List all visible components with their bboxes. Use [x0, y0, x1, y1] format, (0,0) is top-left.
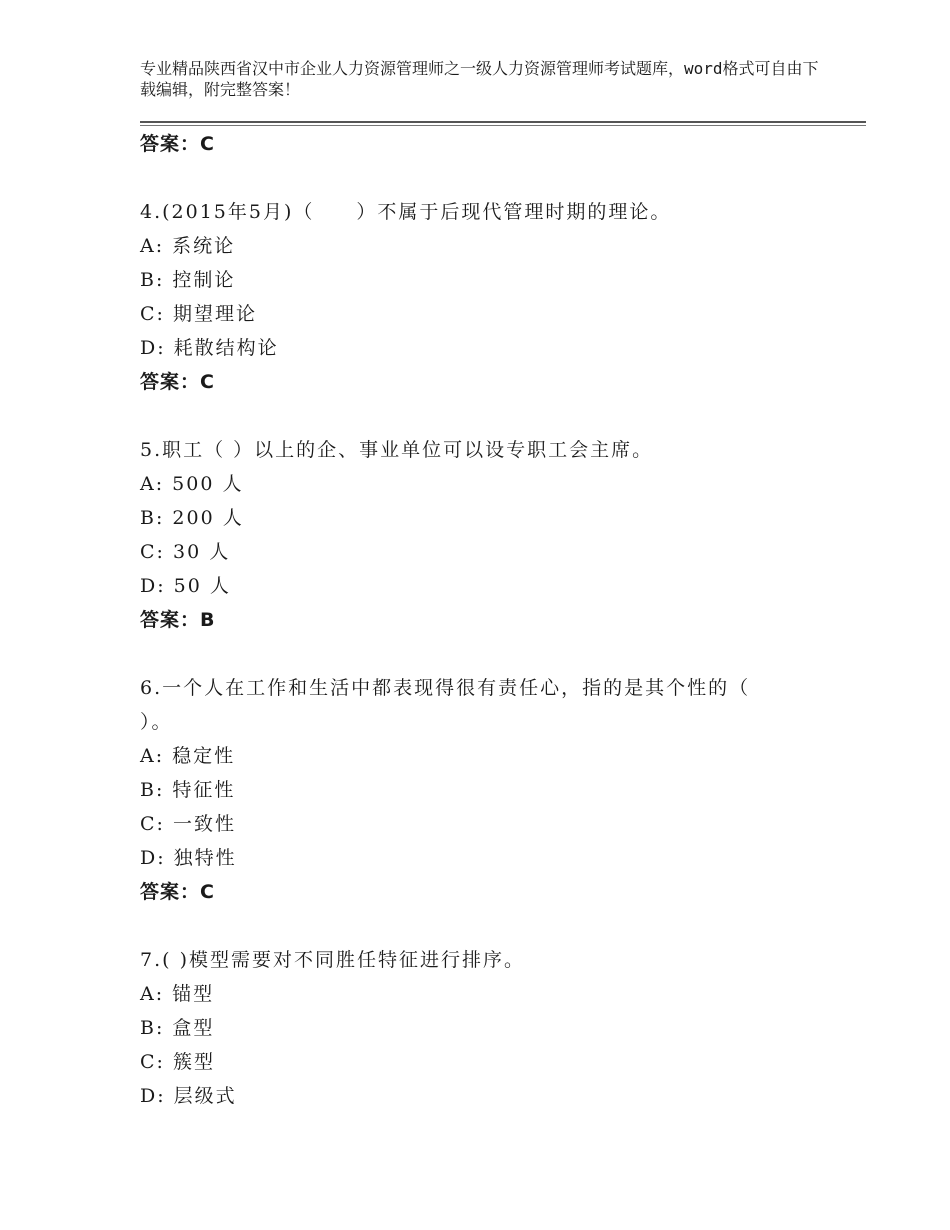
option-c: C: 期望理论	[140, 303, 257, 325]
option-d: D: 独特性	[140, 847, 237, 869]
answer-label: 答案：C	[140, 133, 215, 155]
question-text: 6.一个人在工作和生活中都表现得很有责任心，指的是其个性的（ ）。	[140, 677, 751, 733]
question-list	[140, 127, 860, 1113]
question-text: 5.职工（ ）以上的企、事业单位可以设专职工会主席。	[140, 439, 654, 461]
question-5	[140, 433, 860, 637]
option-c: C: 簇型	[140, 1051, 215, 1073]
header-divider-thin	[140, 125, 866, 126]
option-b: B: 200 人	[140, 507, 244, 529]
option-a: A: 锚型	[140, 983, 215, 1005]
option-a: A: 系统论	[140, 235, 236, 257]
answer-label: 答案：C	[140, 371, 215, 393]
answer-label: 答案：B	[140, 609, 216, 631]
option-d: D: 层级式	[140, 1085, 237, 1107]
document-header	[140, 58, 830, 100]
question-text: 7.( )模型需要对不同胜任特征进行排序。	[140, 949, 525, 971]
question-4	[140, 195, 860, 399]
header-divider-thick	[140, 121, 866, 123]
option-b: B: 特征性	[140, 779, 236, 801]
option-d: D: 50 人	[140, 575, 231, 597]
header-title: 专业精品陕西省汉中市企业人力资源管理师之一级人力资源管理师考试题库，word格式可自由下载编辑，附完整答案！	[140, 59, 819, 99]
option-d: D: 耗散结构论	[140, 337, 279, 359]
option-b: B: 盒型	[140, 1017, 215, 1039]
option-c: C: 30 人	[140, 541, 231, 563]
question-7	[140, 943, 860, 1113]
question-6	[140, 671, 860, 909]
answer-label: 答案：C	[140, 881, 215, 903]
option-c: C: 一致性	[140, 813, 236, 835]
option-a: A: 500 人	[140, 473, 244, 495]
question-text: 4.(2015年5月)（ ）不属于后现代管理时期的理论。	[140, 201, 672, 223]
option-b: B: 控制论	[140, 269, 236, 291]
option-a: A: 稳定性	[140, 745, 236, 767]
